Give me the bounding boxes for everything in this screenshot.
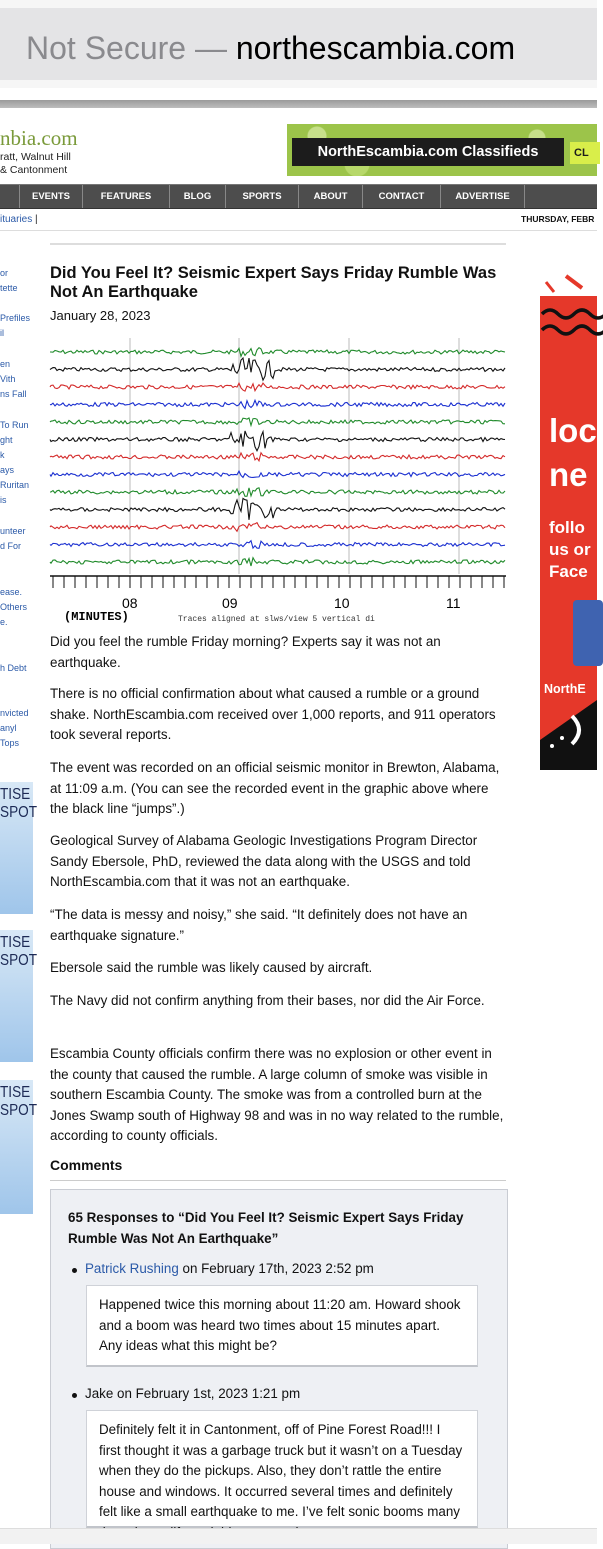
sidebar-headline-fragment[interactable]: tette (0, 283, 18, 293)
site-tagline (0, 151, 71, 177)
seismogram-image (50, 338, 506, 622)
seismogram-trace (50, 558, 505, 566)
url-host: northescambia.com (235, 30, 516, 66)
tagline-line-1: ratt, Walnut Hill (0, 151, 71, 163)
ad-spot-text-1: TISE (0, 934, 31, 951)
seismogram-chart (50, 338, 506, 622)
advertise-spot-ad[interactable] (0, 930, 38, 1062)
toolbar-divider (0, 100, 597, 108)
sidebar-headline-fragment[interactable]: en (0, 359, 11, 369)
sidebar-headline-fragment[interactable]: Others (0, 602, 28, 612)
address-bar[interactable] (0, 8, 597, 80)
responses-title: 65 Responses to “Did You Feel It? Seismic Expert Says Friday Rumble Was Not An Earthquake” (68, 1210, 464, 1246)
nav-item-blog[interactable]: BLOG (170, 185, 226, 208)
sidebar-headline-fragment[interactable]: h Debt (0, 663, 27, 673)
seismogram-caption: Traces aligned at slws/view 5 vertical di (178, 615, 375, 624)
article-paragraph: There is no official confirmation about what caused a rumble or a ground shake. NorthEscambia.com received over 1,000 reports, and 911 operators took several reports. (50, 686, 496, 742)
nav-item-contact[interactable]: CONTACT (363, 185, 441, 208)
comment-author-link[interactable]: Patrick Rushing (85, 1261, 179, 1276)
sidebar-headline-fragment[interactable]: ays (0, 465, 15, 475)
comment-author-line (85, 1261, 374, 1276)
obituaries-link[interactable]: ituaries (0, 214, 33, 225)
sidebar-headline-fragment[interactable]: unteer (0, 526, 26, 536)
ad-headline-2: ne (549, 456, 588, 493)
comments-divider (50, 1180, 506, 1181)
comment-author: Jake (85, 1386, 114, 1401)
ad-spot-text-1: TISE (0, 1084, 31, 1101)
nav-item-features[interactable]: FEATURES (83, 185, 170, 208)
seismogram-trace (50, 418, 505, 425)
classifieds-banner-label: NorthEscambia.com Classifieds (292, 138, 564, 166)
sub-nav (0, 209, 597, 231)
nav-item-partial[interactable] (0, 185, 20, 208)
comment-bullet (72, 1393, 77, 1398)
hour-label-10: 10 (334, 595, 350, 611)
nav-item-sports[interactable]: SPORTS (226, 185, 299, 208)
sidebar-headline-fragment[interactable]: Vith (0, 374, 16, 384)
classifieds-banner[interactable] (287, 124, 597, 176)
sidebar-headline-fragment[interactable]: nvicted (0, 708, 29, 718)
hour-label-09: 09 (222, 595, 238, 611)
sidebar-headline-fragment[interactable]: ght (0, 435, 13, 445)
comment-author-line (85, 1386, 300, 1401)
sidebar-headline-fragment[interactable]: Tops (0, 738, 20, 748)
article-date: January 28, 2023 (50, 308, 151, 323)
content-divider (50, 243, 506, 245)
ad-headline-1: loc (549, 412, 597, 449)
ad-spot-text-2: SPOT (0, 804, 38, 821)
sidebar-headline-fragment[interactable]: e. (0, 617, 8, 627)
current-date: THURSDAY, FEBR (521, 214, 595, 224)
hour-label-08: 08 (122, 595, 138, 611)
browser-bottom-bar (0, 1528, 597, 1544)
facebook-follow-ad[interactable] (540, 270, 597, 770)
classifieds-banner-button[interactable]: CL (570, 142, 600, 164)
site-logo[interactable]: nbia.com (0, 126, 78, 150)
sidebar-headline-fragment[interactable]: or (0, 268, 9, 278)
sub-nav-separator: | (32, 214, 38, 225)
nav-item-events[interactable]: EVENTS (20, 185, 83, 208)
comment-text: Definitely felt it in Cantonment, off of Pine Forest Road!!! I first thought it was a garbage truck but it wasn’t on a Tuesday when they do the pickups. Also, they don’t rattle the entire house and windows. It occurred several times and definitely felt like a small earthquake to me. I’ve felt sonic booms many (86, 1410, 478, 1528)
facebook-button[interactable] (573, 600, 603, 666)
article-paragraph: “The data is messy and noisy,” she said. “It definitely does not have an earthquake signature.” (50, 907, 468, 943)
sidebar-headline-fragment[interactable]: d For (0, 541, 22, 551)
comment-text: Happened twice this morning about 11:20 am. Howard shook and a boom was heard two times about 15 minutes apart. Any ideas what this might be? (86, 1285, 478, 1367)
seismogram-trace (50, 453, 505, 461)
sidebar-headline-fragment[interactable]: anyl (0, 723, 17, 733)
seismogram-trace (50, 471, 505, 477)
seismogram-trace (50, 541, 505, 549)
article-paragraph: The event was recorded on an official seismic monitor in Brewton, Alabama, at 11:09 a.m. (You can see the recorded event in the graphic above where the black line “jumps”.) (50, 760, 500, 816)
ad-spot-text-2: SPOT (0, 1102, 38, 1119)
ad-subline-3: Face (549, 562, 588, 581)
seismogram-trace (50, 358, 505, 380)
security-label: Not Secure — (26, 30, 236, 66)
ad-subline-2: us or (549, 540, 591, 559)
comments-heading: Comments (50, 1157, 123, 1173)
nav-item-advertise[interactable]: ADVERTISE (441, 185, 525, 208)
sidebar-headline-fragment[interactable]: ease. (0, 587, 23, 597)
article-paragraph: Did you feel the rumble Friday morning? Experts say it was not an earthquake. (50, 634, 441, 670)
sidebar-headline-fragment[interactable]: is (0, 495, 7, 505)
comment-bullet (72, 1268, 77, 1273)
article-paragraph: Ebersole said the rumble was likely caused by aircraft. (50, 960, 373, 975)
article-paragraph: Escambia County officials confirm there was no explosion or other event in the county that caused the rumble. A large column of smoke was visible in southern Escambia County. The smoke was from a controlled burn at the Jones Swamp south of Highway 98 and was in no way related to the rumble, according to county officials. (50, 1046, 504, 1143)
seismogram-trace (50, 383, 505, 391)
sidebar-headline-fragment[interactable]: il (0, 328, 4, 338)
article-title: Did You Feel It? Seismic Expert Says Friday Rumble Was Not An Earthquake (50, 264, 497, 301)
comment-meta: on February 17th, 2023 2:52 pm (178, 1261, 374, 1276)
tagline-line-2: & Cantonment (0, 164, 68, 176)
seismogram-trace (50, 400, 505, 408)
ad-spot-text-1: TISE (0, 786, 31, 803)
main-nav (0, 184, 597, 209)
sub-nav-links (0, 214, 38, 225)
ad-brand: NorthE (544, 682, 586, 696)
article-paragraph: Geological Survey of Alabama Geologic Investigations Program Director Sandy Ebersole, PhD, reviewed the data along with the USGS and told NorthEscambia.com that it was not an earthquake. (50, 833, 478, 889)
minutes-label: (MINUTES) (64, 610, 129, 624)
browser-toolbar (0, 0, 597, 88)
sidebar-headline-fragment[interactable]: k (0, 450, 5, 460)
advertise-spot-ad[interactable] (0, 782, 38, 914)
sidebar-headline-fragment[interactable]: To Run (0, 420, 29, 430)
url-text[interactable] (26, 30, 515, 67)
seismogram-trace (50, 523, 505, 532)
hour-label-11: 11 (446, 595, 461, 611)
seismogram-trace (50, 431, 505, 451)
sidebar-headline-fragment[interactable]: Prefiles (0, 313, 31, 323)
sidebar-headline-fragment[interactable]: Ruritan (0, 480, 30, 490)
advertise-spot-ad[interactable] (0, 1080, 38, 1214)
seismogram-trace (50, 348, 505, 357)
seismogram-trace (50, 488, 505, 497)
nav-item-about[interactable]: ABOUT (299, 185, 363, 208)
sidebar-headline-fragment[interactable]: ns Fall (0, 389, 27, 399)
comment-meta: on February 1st, 2023 1:21 pm (113, 1386, 301, 1401)
ad-spot-text-2: SPOT (0, 952, 38, 969)
ad-subline-1: follo (549, 518, 585, 537)
seismogram-trace (50, 498, 505, 519)
article-paragraph: The Navy did not confirm anything from their bases, nor did the Air Force. (50, 993, 485, 1008)
